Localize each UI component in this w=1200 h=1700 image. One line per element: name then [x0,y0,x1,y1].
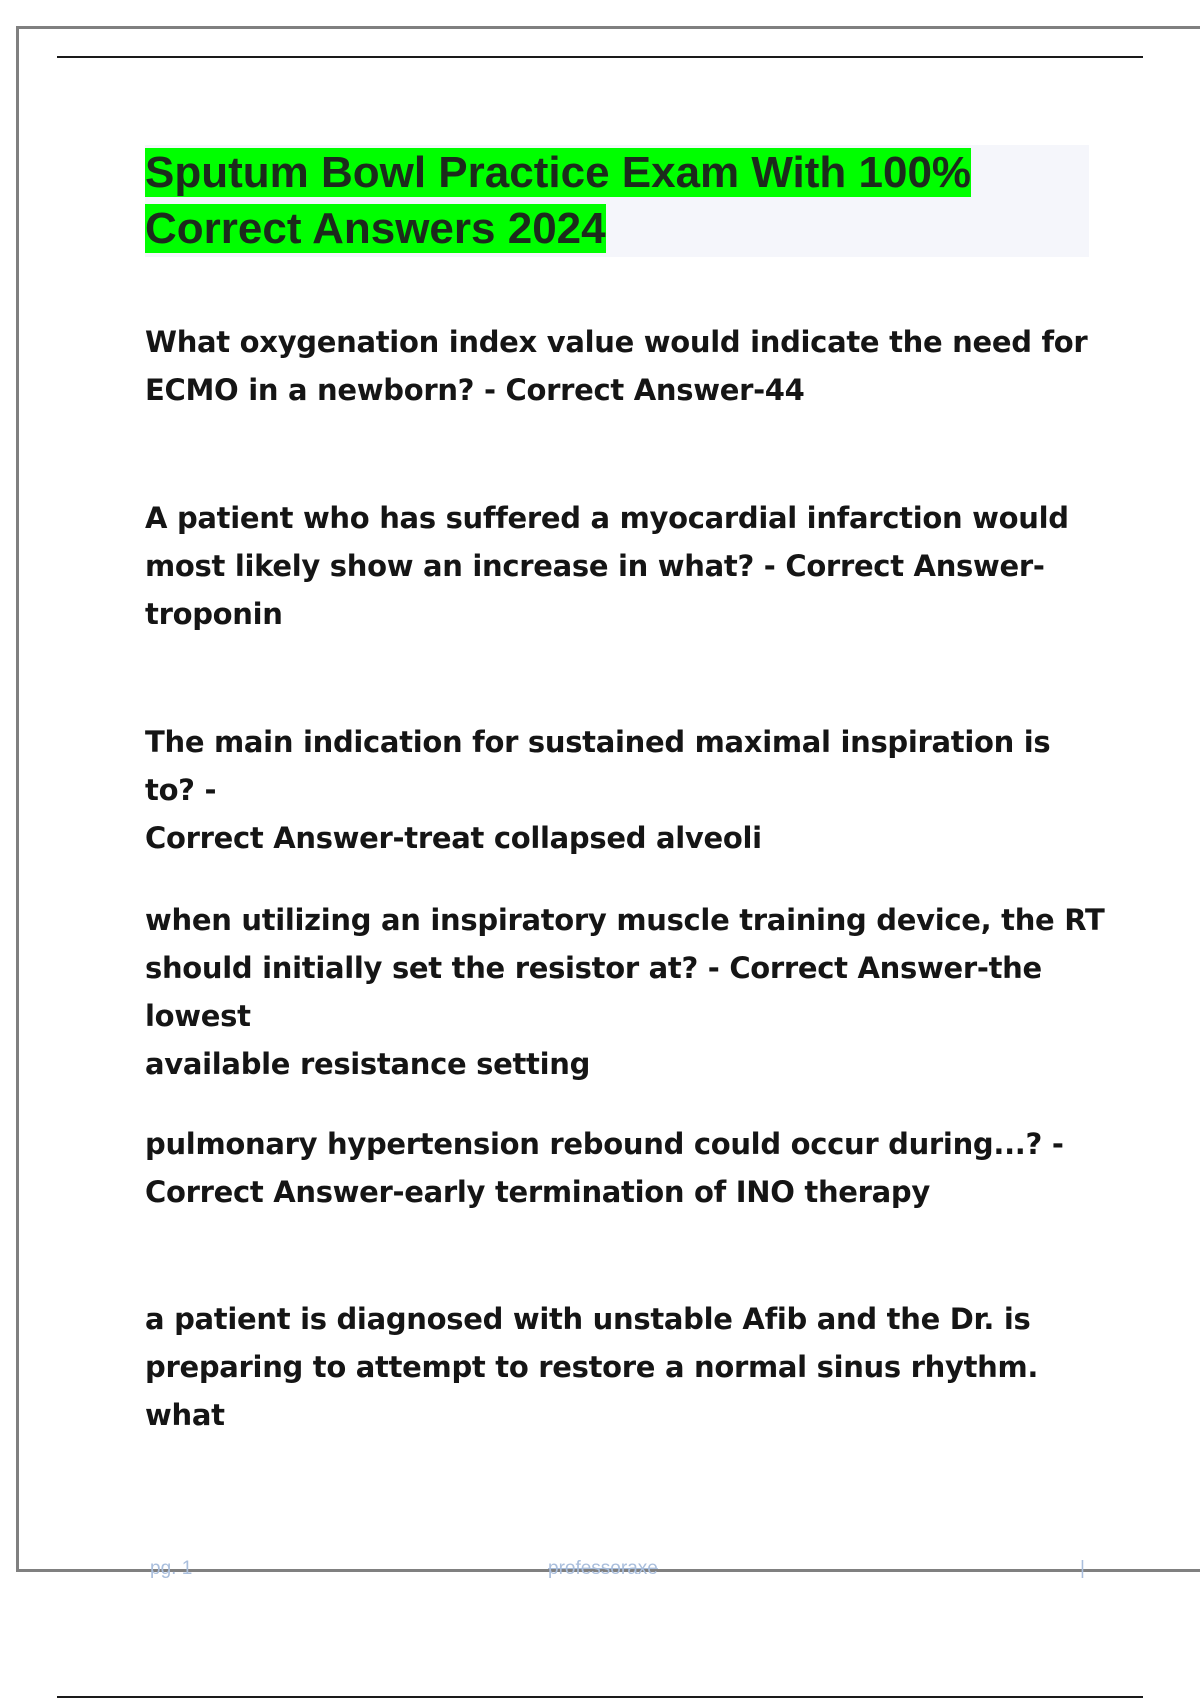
header-rule [57,56,1143,58]
question-line: The main indication for sustained maximal inspiration is to? - [145,725,1051,807]
next-page-rule [57,1696,1143,1698]
question-item [145,1295,1105,1439]
question-line: troponin [145,597,283,631]
title-line-1: Sputum Bowl Practice Exam With 100% [145,148,972,197]
question-item [145,494,1105,638]
question-item [145,318,1105,414]
question-line: preparing to attempt to restore a normal sinus rhythm. what [145,1350,1039,1432]
footer-page-number: pg. 1 [150,1558,193,1579]
footer-mark: | [1080,1558,1085,1579]
question-line: most likely show an increase in what? - Correct Answer- [145,549,1045,583]
question-line: when utilizing an inspiratory muscle training device, the RT [145,903,1105,937]
question-line: a patient is diagnosed with unstable Afib and the Dr. is [145,1302,1031,1336]
question-item [145,896,1105,1088]
question-line: pulmonary hypertension rebound could occur during...? - [145,1127,1064,1161]
question-line: Correct Answer-treat collapsed alveoli [145,821,762,855]
question-item [145,718,1105,862]
footer-author: professoraxe [548,1558,658,1579]
question-line: A patient who has suffered a myocardial infarction would [145,501,1069,535]
question-line: Correct Answer-early termination of INO therapy [145,1175,930,1209]
question-item [145,1120,1105,1216]
question-line: available resistance setting [145,1047,591,1081]
question-line: should initially set the resistor at? - Correct Answer-the lowest [145,951,1042,1033]
question-line: ECMO in a newborn? - Correct Answer-44 [145,373,805,407]
question-line: What oxygenation index value would indicate the need for [145,325,1088,359]
title-line-2: Correct Answers 2024 [145,204,606,253]
document-title [145,145,1089,257]
